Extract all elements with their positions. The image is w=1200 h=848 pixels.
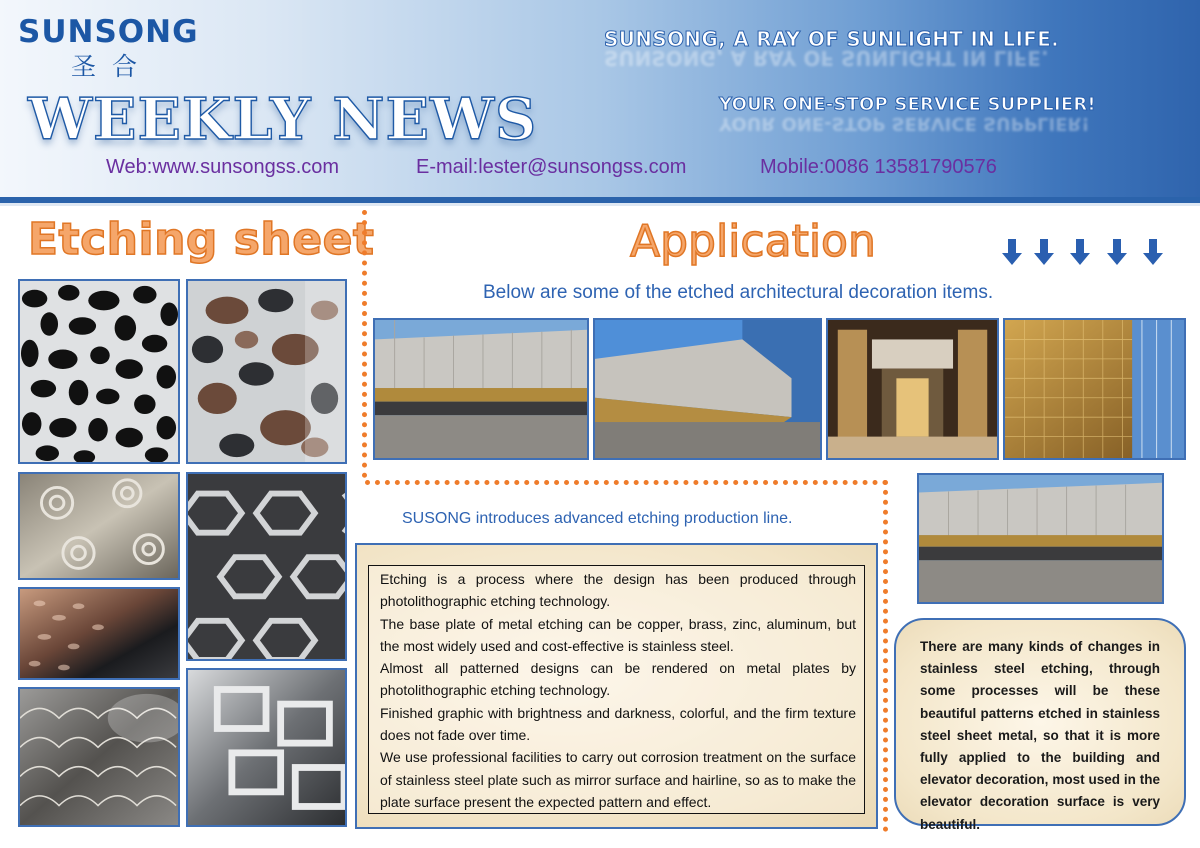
company-logo xyxy=(18,14,199,81)
slogan-secondary: YOUR ONE-STOP SERVICE SUPPLIER! xyxy=(719,94,1096,115)
description-paragraph: We use professional facilities to carry out corrosion treatment on the surface of stainless steel plate such as mirror surface and hairline, so as to make the plate surface present the expected pattern and effect. xyxy=(380,749,856,810)
down-arrow-icon xyxy=(1002,239,1022,265)
logo-wordmark: SUNSONG xyxy=(18,14,199,50)
separator-vertical-lower xyxy=(883,480,888,832)
slogan-primary-reflection: SUNSONG, A RAY OF SUNLIGHT IN LIFE. xyxy=(604,46,1049,70)
separator-horizontal xyxy=(365,480,888,485)
octagon-lattice-pattern-sheet xyxy=(186,472,347,661)
slogan-secondary-reflection: YOUR ONE-STOP SERVICE SUPPLIER! xyxy=(719,113,1090,134)
mobile-contact: Mobile:0086 13581790576 xyxy=(760,156,997,178)
application-heading: Application xyxy=(630,216,876,267)
camouflage-pattern-sheet xyxy=(186,279,347,464)
down-arrow-icon xyxy=(1107,239,1127,265)
gold-mesh-glass-facade-photo xyxy=(1003,318,1186,460)
scale-arc-pattern-sheet xyxy=(18,687,180,827)
description-paragraph: Finished graphic with brightness and darkness, colorful, and the firm texture does not fade over time. xyxy=(380,704,856,744)
logo-chinese-name: 圣合 xyxy=(71,52,154,81)
down-arrow-icon xyxy=(1070,239,1090,265)
building-facade-photo-1 xyxy=(373,318,589,460)
etching-benefits-box xyxy=(894,618,1186,832)
etching-benefits-text: There are many kinds of changes in stainless steel etching, through some processes will be these beautiful patterns etched in stainless steel sheet metal, so that it is more fully applied to the building and elevator decoration, most used in the elevator decoration surface is very beautiful. xyxy=(920,639,1160,832)
website-contact: Web:www.sunsongss.com xyxy=(106,156,340,178)
email-contact: E-mail:lester@sunsongss.com xyxy=(416,156,687,178)
description-paragraph: Almost all patterned designs can be rendered on metal plates by photolithographic etching technology. xyxy=(380,660,856,699)
down-arrow-icon xyxy=(1143,239,1163,265)
separator-vertical-upper xyxy=(362,210,367,478)
slogan-primary: SUNSONG, A RAY OF SUNLIGHT IN LIFE. xyxy=(604,27,1060,51)
down-arrow-icon xyxy=(1034,239,1054,265)
newsletter-title: WEEKLY NEWS xyxy=(28,86,538,153)
lobby-entrance-photo xyxy=(826,318,999,460)
square-lattice-pattern-sheet xyxy=(186,668,347,827)
building-facade-photo-2 xyxy=(593,318,822,460)
building-facade-photo-3 xyxy=(917,473,1164,604)
description-paragraph: Etching is a process where the design has been produced through photolithographic etching technology. xyxy=(380,571,856,610)
description-text-box xyxy=(368,565,865,814)
production-line-intro: SUSONG introduces advanced etching production line. xyxy=(402,510,793,527)
application-subtitle: Below are some of the etched architectural decoration items. xyxy=(483,282,994,303)
description-paragraph: The base plate of metal etching can be copper, brass, zinc, aluminum, but the most widely used and cost-effective is stainless steel. xyxy=(380,615,856,654)
black-leopard-pattern-sheet xyxy=(18,279,180,464)
rose-gold-texture-sheet xyxy=(18,587,180,680)
header-divider-light xyxy=(0,203,1200,206)
floral-medallion-pattern-sheet xyxy=(18,472,180,580)
etching-sheet-heading: Etching sheet xyxy=(28,214,375,265)
